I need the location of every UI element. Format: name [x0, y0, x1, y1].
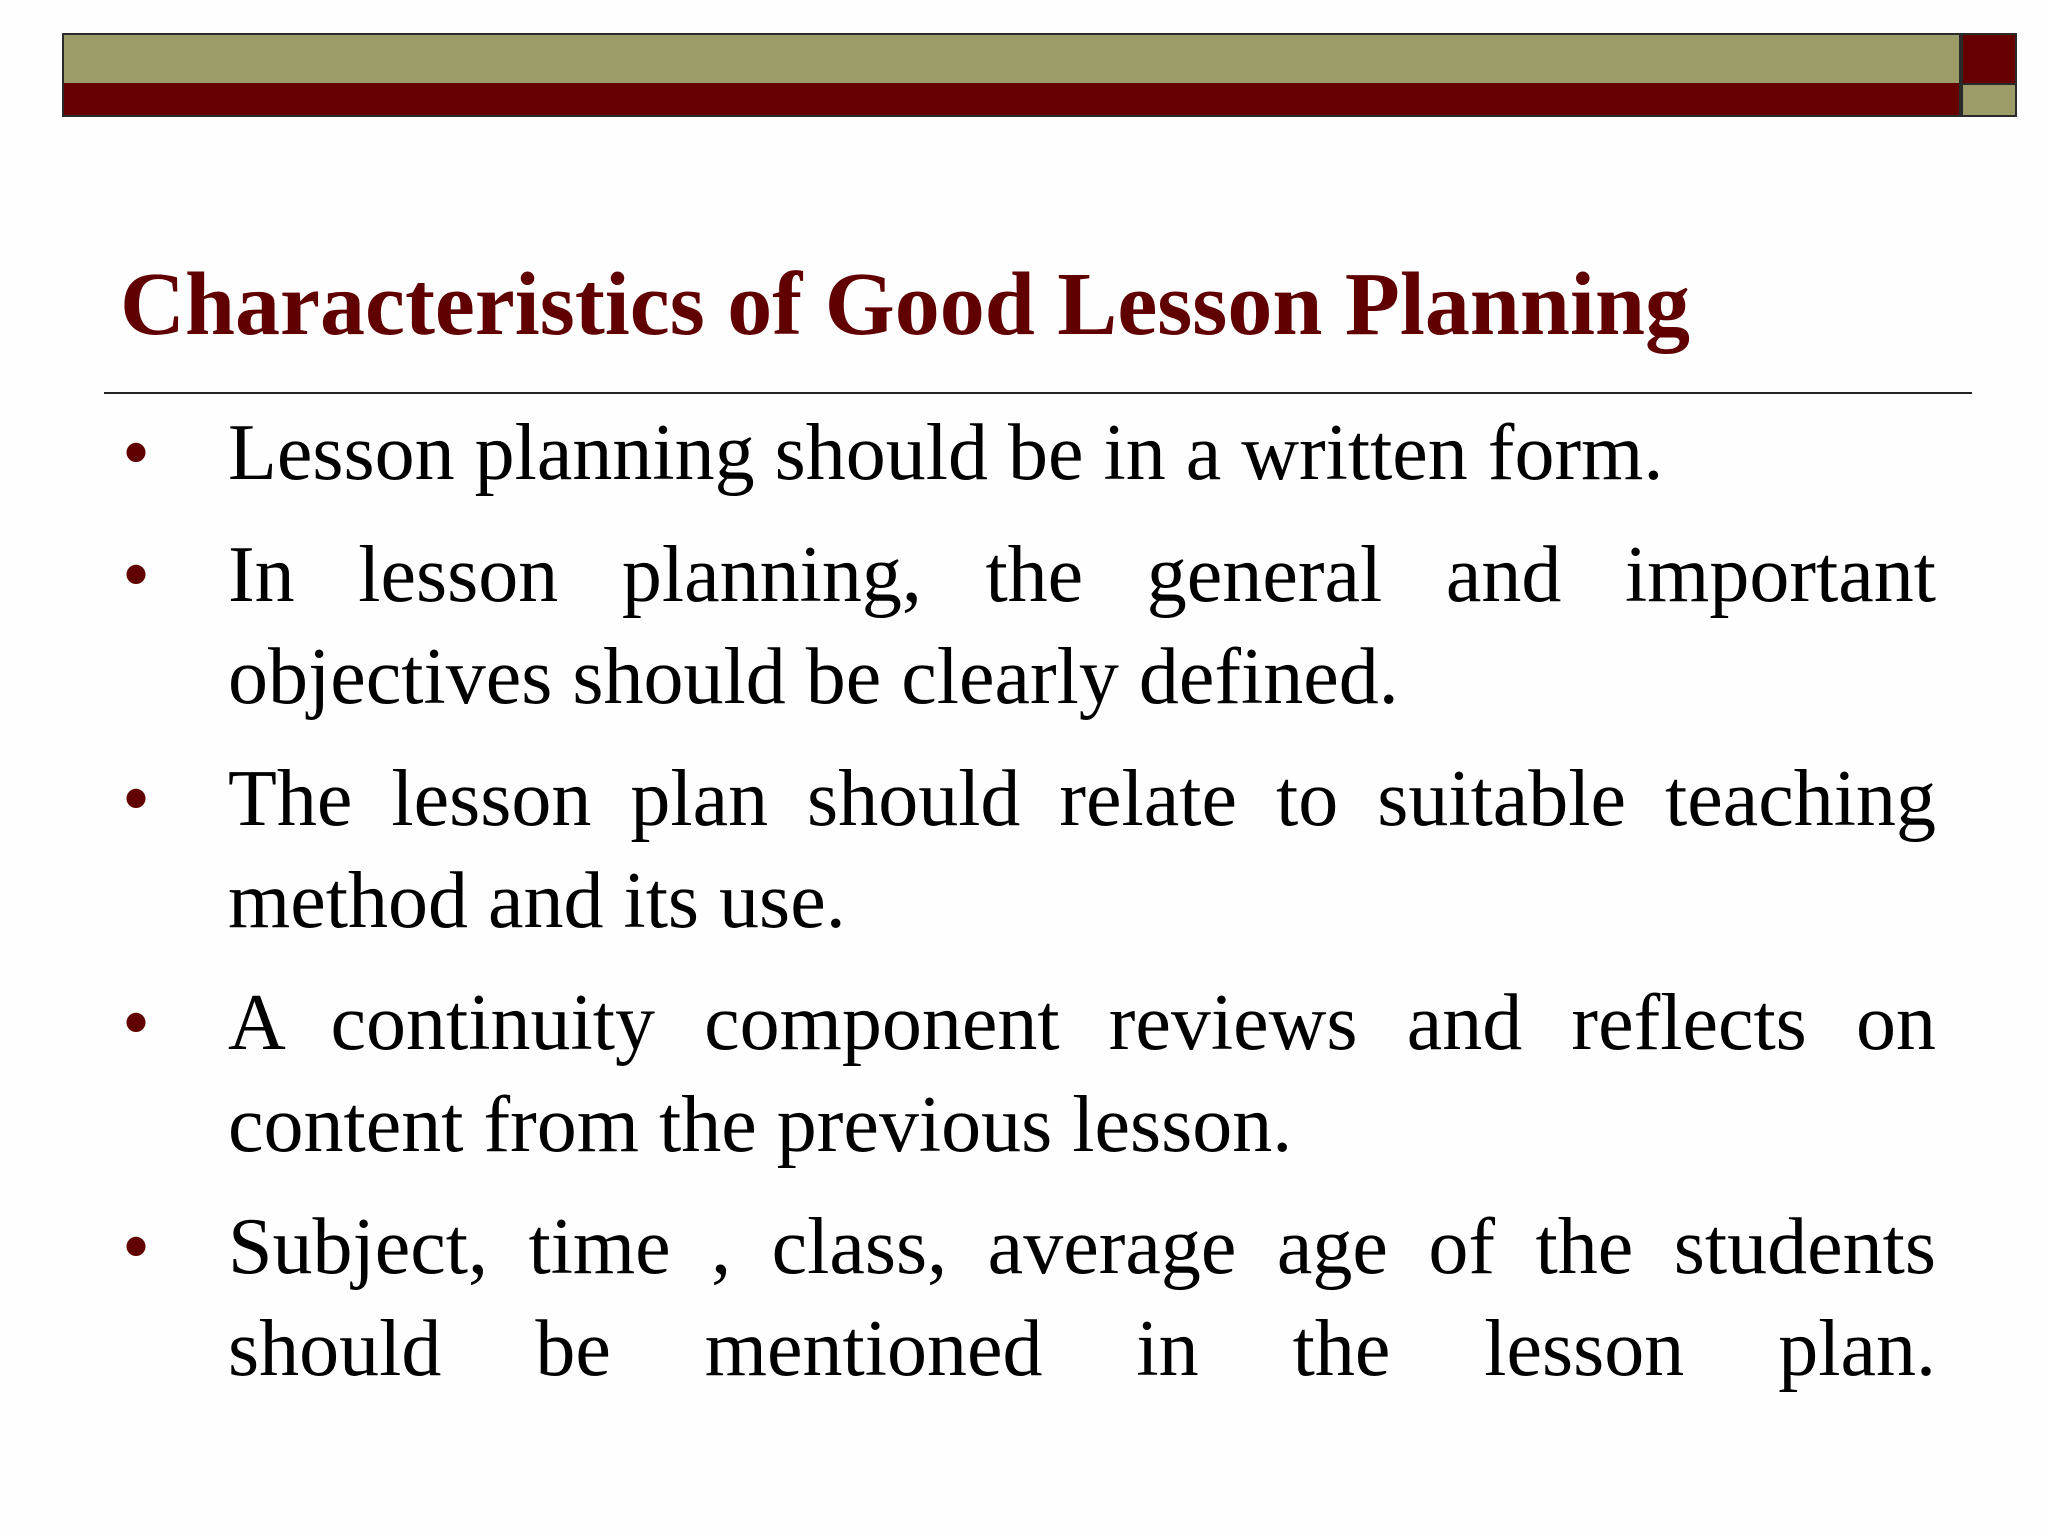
bullet-list: [120, 402, 1936, 1420]
bullet-dot-icon: •: [122, 979, 151, 1067]
bullet-item: [120, 402, 1936, 504]
header-bar-maroon: [62, 83, 1961, 117]
bullet-text: The lesson plan should relate to suitable teaching method and its use.: [228, 755, 1936, 945]
bullet-dot-icon: •: [122, 409, 151, 497]
bullet-item: [120, 524, 1936, 728]
bullet-text: A continuity component reviews and reflects on content from the previous lesson.: [228, 979, 1936, 1169]
header-bar-olive: [62, 33, 1961, 83]
header-corner-square-maroon: [1961, 33, 2017, 85]
bullet-text: Lesson planning should be in a written form.: [228, 409, 1664, 497]
slide-title: Characteristics of Good Lesson Planning: [120, 255, 1691, 354]
bullet-item: [120, 748, 1936, 952]
bullet-text: In lesson planning, the general and important objectives should be clearly defined.: [228, 531, 1936, 721]
title-divider: [104, 392, 1972, 394]
bullet-item: [120, 1196, 1936, 1400]
header-corner-square-olive: [1961, 85, 2017, 117]
bullet-item: [120, 972, 1936, 1176]
bullet-text: Subject, time , class, average age of the students should be mentioned in the lesson plan.: [228, 1203, 1936, 1393]
bullet-dot-icon: •: [122, 1203, 151, 1291]
bullet-dot-icon: •: [122, 755, 151, 843]
bullet-dot-icon: •: [122, 531, 151, 619]
